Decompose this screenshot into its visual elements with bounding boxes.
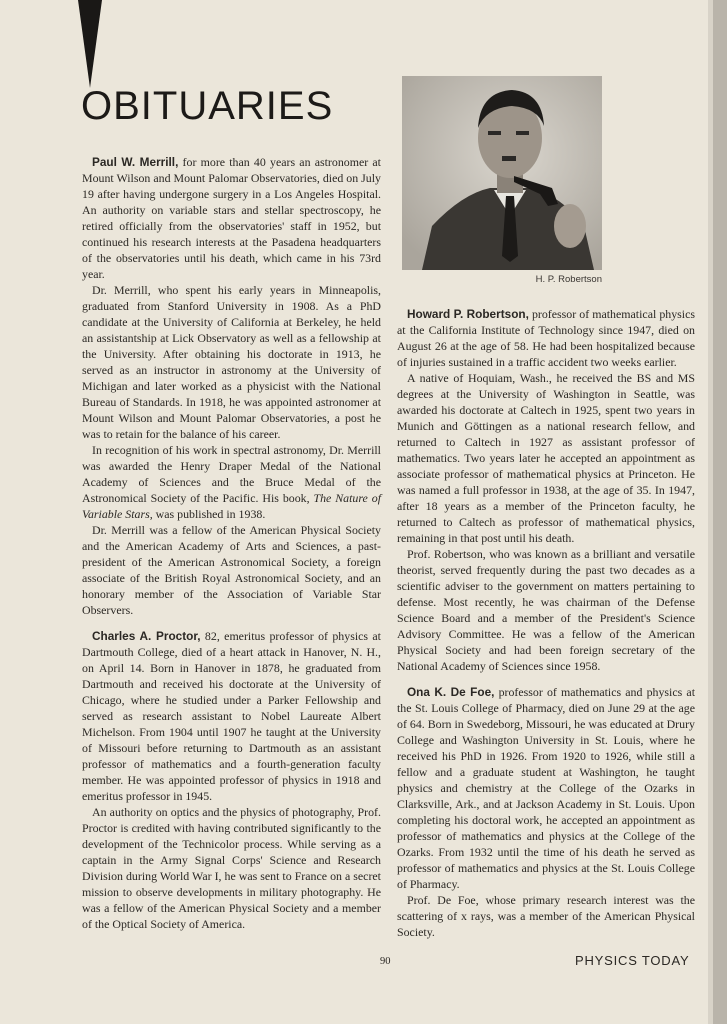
merrill-paragraph-2: Dr. Merrill, who spent his early years in Minneapolis, graduated from Stanford University in 1908. As a PhD candidate at the University of California at Berkeley, he held an assistantship at Lick Observatory as well as a fellowship at the University. After obtaining his doctorate in 1913, he served as an instructor in astronomy at the University of Michigan and later worked as a physicist with the National Bureau of Standards. In 1918, he was appointed astronomer at Mount Wilson and Mount Palomar Observatories, a post he was to retain for the balance of his career. [82, 283, 381, 441]
left-column [82, 154, 381, 932]
robertson-paragraph-2: A native of Hoquiam, Wash., he received the BS and MS degrees at the University of Washington in Seattle, was awarded his doctorate at Caltech in 1925, spent two years in Munich and Göttingen as a national research fellow, and returned to Caltech in 1927 as assistant professor of mathematics. Two years later he accepted an appointment as associate professor of mathematical physics at Princeton. He was named a full professor in 1938, at the age of 35. In 1947, after 18 years as a member of the Princeton faculty, he returned to Caltech as professor of mathematical physics, remaining in that post until his death. [397, 371, 695, 545]
merrill-book-title: The Nature of Variable Stars, [82, 491, 382, 521]
journal-name: PHYSICS TODAY [575, 953, 690, 968]
page-number: 90 [380, 956, 391, 967]
defoe-paragraph-1: Ona K. De Foe, professor of mathematics and physics at the St. Louis College of Pharmacy, died on June 29 at the age of 64. Born in Swedeborg, Missouri, he was educated at Drury College and Washington University in St. Louis, where he received his PhD in 1926. From 1920 to 1926, while still a fellow and a graduate student at Washington, he taught physics and chemistry at the College of the Ozarks in Clarksville, Ark., and at Jackson Academy in St. Louis. Upon completing his doctoral work, he accepted an appointment as professor of mathematics and physics at the College of the Ozarks. From 1932 until the time of his death he served as professor of mathematics and physics at the St. Louis College of Pharmacy. [397, 685, 695, 891]
portrait-photo [402, 76, 602, 270]
merrill-name: Paul W. Merrill, [92, 155, 179, 169]
section-wedge-mark [78, 0, 102, 88]
merrill-paragraph-4: Dr. Merrill was a fellow of the American Physical Society and the American Academy of Arts and Sciences, a past-president of the American Astronomical Society, a foreign associate of the British Royal Astronomical Society, and an honorary member of the Association of Variable Star Observers. [82, 523, 381, 617]
defoe-name: Ona K. De Foe, [407, 685, 495, 699]
defoe-paragraph-2: Prof. De Foe, whose primary research interest was the scattering of x rays, was a member of the American Physical Society. [397, 893, 695, 939]
portrait-illustration [402, 76, 602, 270]
right-column [397, 306, 695, 940]
section-title: OBITUARIES [81, 84, 334, 128]
proctor-paragraph-1: Charles A. Proctor, 82, emeritus professor of physics at Dartmouth College, died of a heart attack in Hanover, N. H., on April 14. Born in Hanover in 1878, he graduated from Dartmouth and received his doctorate at the University of Chicago, where he studied under a Parker Fellowship and served as research assistant to Nobel Laureate Albert Michelson. From 1904 until 1907 he taught at the University of Missouri before returning to Dartmouth as an assistant professor of mathematics and a fourth-generation faculty member. He was appointed professor of physics in 1918 and emeritus professor in 1945. [82, 629, 381, 803]
proctor-name: Charles A. Proctor, [92, 629, 201, 643]
merrill-paragraph-3: In recognition of his work in spectral astronomy, Dr. Merrill was awarded the Henry Draper Medal of the National Academy of Sciences and the Bruce Medal of the Astronomical Society of the Pacific. His book, The Nature of Variable Stars, was published in 1938. [82, 443, 382, 521]
merrill-paragraph-1: Paul W. Merrill, for more than 40 years an astronomer at Mount Wilson and Mount Palomar Observatories, died on July 19 after having undergone surgery in a Los Angeles Hospital. An authority on variable stars and stellar spectroscopy, he retired officially from the observatories' staff in 1952, but continued his research interests at the Pasadena headquarters of the observatories until his death, which came in his 73rd year. [82, 155, 381, 281]
robertson-name: Howard P. Robertson, [407, 307, 529, 321]
robertson-paragraph-3: Prof. Robertson, who was known as a brilliant and versatile theorist, served frequently during the past two decades as a scientific adviser to the government on matters pertaining to defense. Most recently, he was chairman of the Defense Science Board and a member of the President's Science Advisory Committee. He was a fellow of the American Physical Society and had been foreign secretary of the National Academy of Sciences since 1958. [397, 547, 695, 673]
robertson-paragraph-1: Howard P. Robertson, professor of mathematical physics at the California Institute of Technology since 1947, died on August 26 at the age of 58. He had been hospitalized because of injuries sustained in a traffic accident two weeks earlier. [397, 307, 696, 369]
page-edge [713, 0, 727, 1024]
photo-caption: H. P. Robertson [535, 274, 602, 285]
proctor-paragraph-2: An authority on optics and the physics of photography, Prof. Proctor is credited with having contributed significantly to the development of the Technicolor process. While serving as a captain in the Army Signal Corps' Science and Research Division during World War I, he was sent to France on a secret mission to observe developments in military photography. He was a fellow of the American Physical Society and a member of the Optical Society of America. [82, 805, 381, 931]
